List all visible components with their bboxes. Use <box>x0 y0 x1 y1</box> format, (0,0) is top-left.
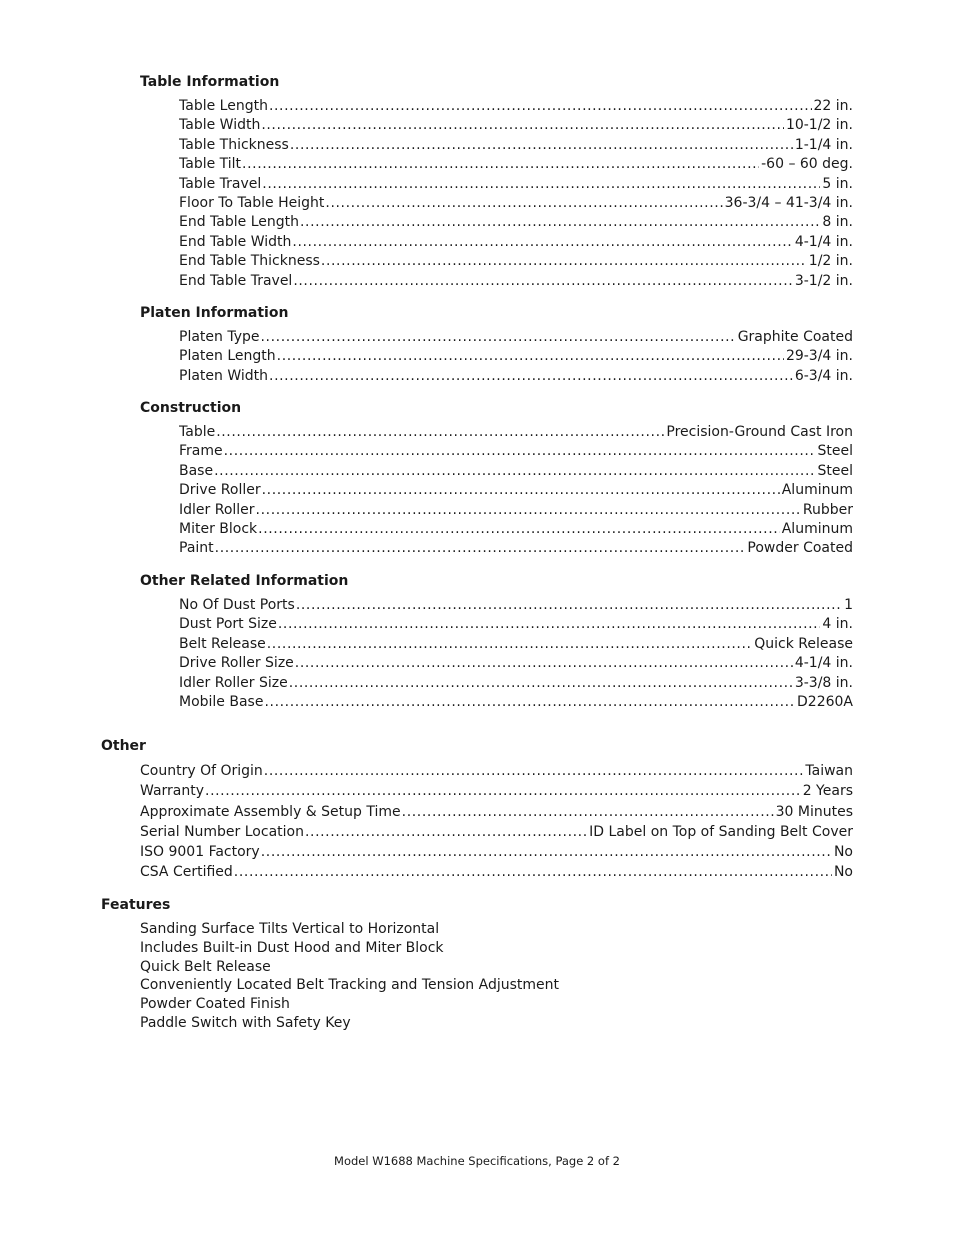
spec-label: Belt Release <box>179 635 266 652</box>
spec-row <box>179 596 853 615</box>
spec-label: No Of Dust Ports <box>179 597 295 613</box>
feature-item: Quick Belt Release <box>140 958 271 975</box>
dot-leader <box>262 481 780 500</box>
dot-leader <box>214 462 815 481</box>
spec-row <box>179 175 853 194</box>
spec-value: 29-3/4 in. <box>785 348 853 365</box>
spec-label: Table Length <box>179 98 268 114</box>
spec-row <box>179 674 853 693</box>
platen-information-heading: Platen Information <box>140 305 289 321</box>
spec-label: Mobile Base <box>179 693 264 710</box>
feature-item: Paddle Switch with Safety Key <box>140 1014 351 1031</box>
construction-list <box>179 423 853 559</box>
page-footer: Model W1688 Machine Specifications, Page 2 of 2 <box>334 1154 620 1168</box>
dot-leader <box>242 155 759 174</box>
feature-item: Includes Built-in Dust Hood and Miter Block <box>140 939 444 956</box>
spec-row <box>179 501 853 520</box>
spec-row <box>179 347 853 366</box>
spec-row <box>179 252 853 271</box>
dot-leader <box>269 367 793 386</box>
spec-value: 4 in. <box>822 616 853 633</box>
spec-label: Idler Roller <box>179 501 255 518</box>
dot-leader <box>325 194 722 213</box>
spec-value: 1 <box>844 597 853 613</box>
spec-value: 1/2 in. <box>808 253 853 270</box>
spec-row <box>140 822 853 842</box>
spec-label: Paint <box>179 540 214 557</box>
spec-row <box>140 862 853 882</box>
platen-information-list <box>179 328 853 386</box>
spec-label: Floor To Table Height <box>179 194 325 211</box>
spec-row <box>179 635 853 654</box>
feature-item: Sanding Surface Tilts Vertical to Horizontal <box>140 921 440 937</box>
spec-value: No <box>833 844 853 861</box>
spec-label: Table Travel <box>179 175 262 192</box>
dot-leader <box>205 781 801 801</box>
spec-label: Platen Length <box>179 348 276 365</box>
spec-row <box>179 654 853 673</box>
spec-value: 10-1/2 in. <box>785 117 853 134</box>
features-list <box>140 920 853 1033</box>
spec-row <box>179 442 853 461</box>
spec-value: 2 Years <box>802 783 853 800</box>
dot-leader <box>261 842 832 862</box>
spec-row <box>179 328 853 347</box>
dot-leader <box>305 822 587 842</box>
spec-row <box>179 462 853 481</box>
spec-value: Aluminum <box>781 482 853 499</box>
spec-label: Drive Roller Size <box>179 655 294 672</box>
spec-value: 1-1/4 in. <box>794 136 853 153</box>
table-information-list <box>179 97 853 291</box>
spec-value: 5 in. <box>822 175 853 192</box>
spec-label: End Table Travel <box>179 272 293 289</box>
spec-label: Country Of Origin <box>140 763 263 779</box>
spec-value: 36-3/4 – 41-3/4 in. <box>724 194 853 211</box>
spec-label: Base <box>179 462 214 479</box>
dot-leader <box>264 693 795 712</box>
spec-label: End Table Thickness <box>179 253 320 270</box>
spec-row <box>179 194 853 213</box>
spec-value: No <box>833 864 853 881</box>
spec-value: 30 Minutes <box>775 803 853 820</box>
spec-row <box>179 136 853 155</box>
spec-value: Rubber <box>802 501 853 518</box>
spec-label: CSA Certified <box>140 864 233 881</box>
dot-leader <box>300 213 820 232</box>
spec-value: Aluminum <box>781 520 853 537</box>
spec-value: Steel <box>817 443 853 460</box>
dot-leader <box>261 116 784 135</box>
spec-value: 3-1/2 in. <box>794 272 853 289</box>
dot-leader <box>295 654 793 673</box>
spec-row <box>179 155 853 174</box>
spec-label: End Table Width <box>179 233 292 250</box>
dot-leader <box>289 674 793 693</box>
feature-item: Powder Coated Finish <box>140 996 290 1013</box>
spec-row <box>179 116 853 135</box>
spec-row <box>179 367 853 386</box>
spec-label: Table Width <box>179 117 261 134</box>
spec-value: Powder Coated <box>747 540 853 557</box>
spec-row <box>140 842 853 862</box>
spec-label: Approximate Assembly & Setup Time <box>140 803 401 820</box>
spec-value: -60 – 60 deg. <box>761 156 853 173</box>
spec-row <box>140 802 853 822</box>
other-related-information-heading: Other Related Information <box>140 573 349 589</box>
spec-label: Dust Port Size <box>179 616 277 633</box>
construction-heading: Construction <box>140 400 242 416</box>
dot-leader <box>234 862 832 882</box>
spec-row <box>179 423 853 442</box>
dot-leader <box>215 539 746 558</box>
spec-value: 4-1/4 in. <box>794 655 853 672</box>
dot-leader <box>224 442 816 461</box>
spec-label: ISO 9001 Factory <box>140 844 260 861</box>
spec-label: Miter Block <box>179 520 258 537</box>
other-related-information-list <box>179 596 853 712</box>
dot-leader <box>321 252 807 271</box>
dot-leader <box>277 347 784 366</box>
spec-value: 6-3/4 in. <box>794 367 853 384</box>
spec-label: End Table Length <box>179 214 299 231</box>
spec-row <box>179 539 853 558</box>
spec-label: Table Tilt <box>179 156 242 173</box>
dot-leader <box>261 328 736 347</box>
dot-leader <box>264 761 804 781</box>
dot-leader <box>290 136 793 155</box>
spec-label: Platen Width <box>179 367 269 384</box>
spec-label: Warranty <box>140 783 205 800</box>
spec-value: 3-3/8 in. <box>794 674 853 691</box>
spec-value: Precision-Ground Cast Iron <box>666 424 853 440</box>
spec-row <box>179 693 853 712</box>
spec-label: Frame <box>179 443 223 460</box>
spec-row <box>179 233 853 252</box>
dot-leader <box>293 272 793 291</box>
spec-value: Quick Release <box>754 635 853 652</box>
spec-label: Idler Roller Size <box>179 674 288 691</box>
spec-value: D2260A <box>797 693 853 710</box>
spec-value: Steel <box>817 462 853 479</box>
table-information-heading: Table Information <box>140 74 280 90</box>
dot-leader <box>402 802 774 822</box>
dot-leader <box>256 501 801 520</box>
spec-label: Table Thickness <box>179 136 289 153</box>
dot-leader <box>278 615 821 634</box>
dot-leader <box>258 520 780 539</box>
spec-row <box>179 97 853 116</box>
spec-label: Table <box>179 424 216 440</box>
spec-value: 8 in. <box>822 214 853 231</box>
spec-value: Graphite Coated <box>737 329 853 345</box>
dot-leader <box>269 97 812 116</box>
dot-leader <box>262 175 820 194</box>
features-heading: Features <box>101 897 171 913</box>
spec-value: Taiwan <box>805 763 853 779</box>
spec-value: 4-1/4 in. <box>794 233 853 250</box>
spec-row <box>140 761 853 781</box>
dot-leader <box>292 233 792 252</box>
spec-row <box>179 615 853 634</box>
other-heading: Other <box>101 738 146 754</box>
spec-label: Platen Type <box>179 329 260 345</box>
feature-item: Conveniently Located Belt Tracking and Tension Adjustment <box>140 977 559 994</box>
dot-leader <box>267 635 753 654</box>
spec-label: Drive Roller <box>179 482 261 499</box>
other-list <box>140 761 853 883</box>
spec-value: ID Label on Top of Sanding Belt Cover <box>589 823 853 840</box>
spec-row <box>179 481 853 500</box>
dot-leader <box>216 423 664 442</box>
spec-value: 22 in. <box>813 98 853 114</box>
spec-row <box>179 272 853 291</box>
spec-label: Serial Number Location <box>140 823 304 840</box>
dot-leader <box>296 596 842 615</box>
spec-row <box>179 213 853 232</box>
spec-row <box>140 781 853 801</box>
spec-row <box>179 520 853 539</box>
